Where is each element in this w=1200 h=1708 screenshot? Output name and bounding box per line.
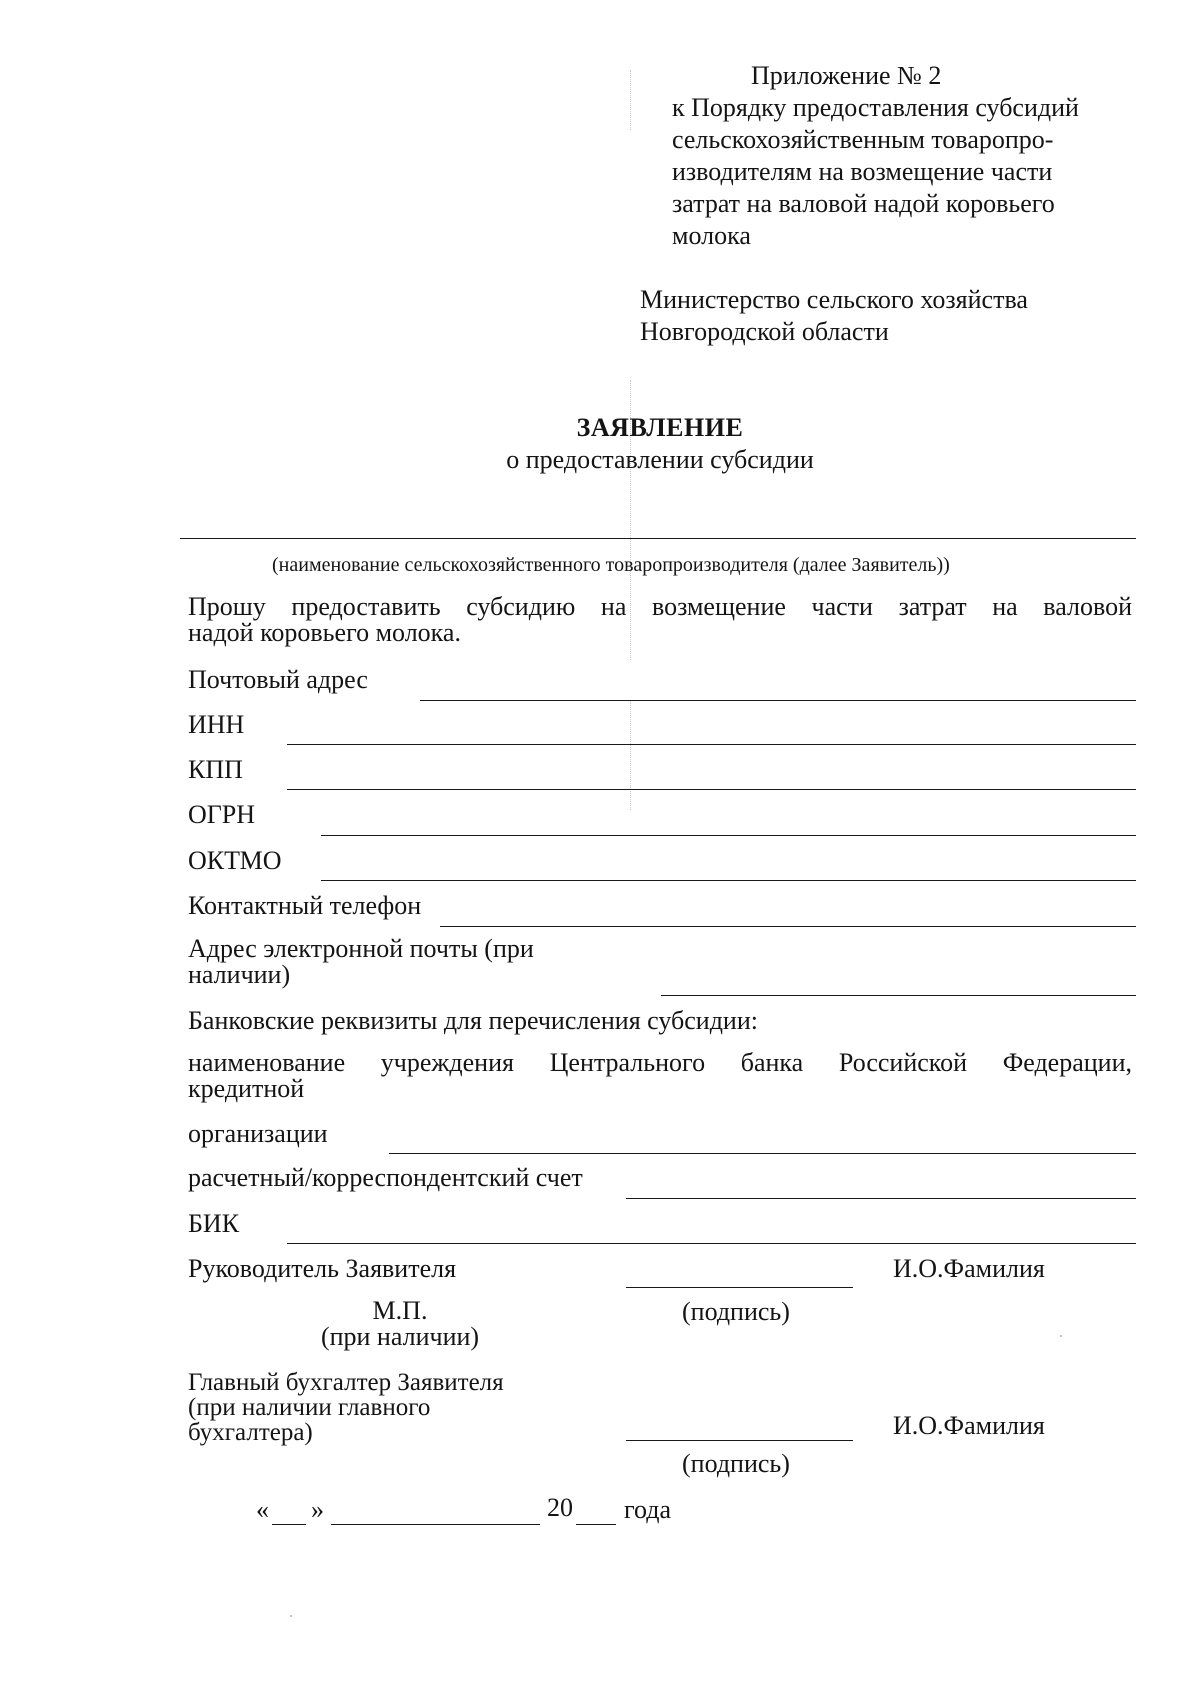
postal-address-line [420, 700, 1136, 701]
phone-line [440, 926, 1136, 927]
bank-organization-label: организации [188, 1119, 328, 1148]
ogrn-line [321, 835, 1136, 836]
ogrn-label: ОГРН [188, 800, 256, 829]
head-label: Руководитель Заявителя [188, 1254, 457, 1283]
accountant-label-line-2: (при наличии главного [188, 1394, 431, 1421]
bank-institution-line-2: кредитной [188, 1074, 305, 1103]
date-year-input[interactable] [576, 1494, 616, 1524]
phone-input[interactable] [444, 892, 1134, 924]
inn-label: ИНН [188, 710, 245, 739]
appendix-line: изводителям на возмещение части [672, 157, 1053, 186]
appendix-line: молока [672, 221, 751, 250]
accountant-signature-line [626, 1440, 853, 1441]
accountant-label-line-1: Главный бухгалтер Заявителя [188, 1369, 504, 1396]
oktmo-line [321, 880, 1136, 881]
applicant-name-input[interactable] [190, 505, 1130, 537]
scan-speck [1060, 1335, 1062, 1337]
inn-line [287, 744, 1136, 745]
bik-input[interactable] [292, 1209, 1132, 1241]
phone-label: Контактный телефон [188, 891, 422, 920]
date-month-line [331, 1524, 540, 1525]
appendix-line: сельскохозяйственным товаропро- [672, 125, 1054, 154]
kpp-input[interactable] [292, 755, 1132, 787]
date-year-prefix: 20 [547, 1493, 573, 1522]
bank-institution-line-1: наименование учреждения Центрального банка Российской Федерации, [188, 1048, 1132, 1077]
scan-speck [290, 1615, 292, 1617]
accountant-signature-field[interactable] [628, 1408, 850, 1438]
date-suffix: года [624, 1495, 672, 1524]
head-signature-caption: (подпись) [682, 1297, 790, 1326]
postal-address-input[interactable] [424, 666, 1134, 698]
accountant-signature-caption: (подпись) [682, 1449, 790, 1478]
accountant-name: И.О.Фамилия [893, 1411, 1045, 1440]
date-day-line [272, 1524, 306, 1525]
ogrn-input[interactable] [326, 800, 1132, 832]
applicant-name-line [180, 538, 1136, 539]
scan-fold-line [630, 70, 631, 130]
appendix-line: затрат на валовой надой коровьего [672, 189, 1055, 218]
head-signature-line [626, 1287, 853, 1288]
bank-organization-line [389, 1153, 1136, 1154]
date-year-line [576, 1524, 616, 1525]
email-label-line-1: Адрес электронной почты (при [188, 934, 534, 963]
head-signature-field[interactable] [628, 1255, 850, 1285]
stamp-label: М.П. [372, 1296, 428, 1325]
email-input[interactable] [666, 961, 1132, 993]
date-open-quote: « [256, 1495, 269, 1524]
request-line-2: надой коровьего молока. [188, 618, 461, 647]
applicant-name-caption: (наименование сельскохозяйственного товаропроизводителя (далее Заявитель)) [272, 554, 950, 576]
bank-account-label: расчетный/корреспондентский счет [188, 1163, 583, 1192]
oktmo-label: ОКТМО [188, 846, 282, 875]
stamp-note: (при наличии) [320, 1322, 480, 1351]
kpp-line [287, 789, 1136, 790]
bank-account-line [626, 1198, 1136, 1199]
postal-address-label: Почтовый адрес [188, 665, 368, 694]
bank-organization-input[interactable] [394, 1119, 1132, 1151]
bik-line [287, 1243, 1136, 1244]
bank-heading: Банковские реквизиты для перечисления субсидии: [188, 1006, 758, 1035]
inn-input[interactable] [292, 710, 1132, 742]
bik-label: БИК [188, 1209, 240, 1238]
addressee-line: Министерство сельского хозяйства [640, 285, 1028, 314]
appendix-line: к Порядку предоставления субсидий [672, 93, 1079, 122]
date-month-input[interactable] [331, 1494, 540, 1524]
kpp-label: КПП [188, 755, 243, 784]
email-line [661, 995, 1136, 996]
appendix-number: Приложение № 2 [751, 61, 942, 90]
request-line-1: Прошу предоставить субсидию на возмещение части затрат на валовой [188, 592, 1132, 621]
document-title: ЗАЯВЛЕНИЕ [576, 413, 744, 442]
bank-account-input[interactable] [630, 1164, 1134, 1196]
addressee-line: Новгородской области [640, 317, 889, 346]
email-label-line-2: наличии) [188, 960, 291, 989]
document-subtitle: о предоставлении субсидии [506, 445, 814, 474]
date-close-quote: » [311, 1495, 324, 1524]
date-day-input[interactable] [272, 1494, 306, 1524]
head-name: И.О.Фамилия [893, 1254, 1045, 1283]
accountant-label-line-3: бухгалтера) [188, 1419, 313, 1446]
oktmo-input[interactable] [326, 846, 1132, 878]
